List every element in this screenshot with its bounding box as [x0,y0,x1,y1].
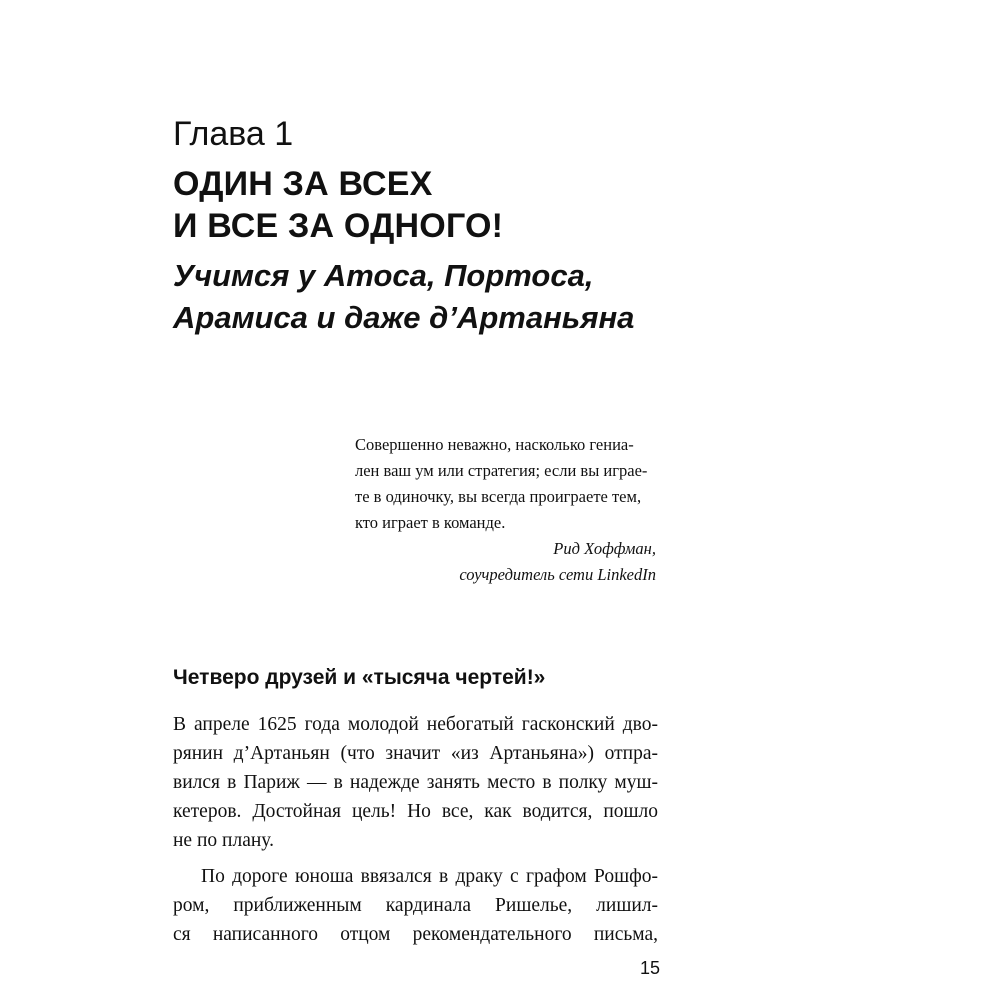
chapter-title-line: ОДИН ЗА ВСЕХ [173,165,433,203]
chapter-subtitle [173,255,634,339]
body-line: ся написанного отцом рекомендательного письма, [173,924,658,945]
epigraph-author-role: соучредитель сети LinkedIn [459,565,656,584]
chapter-label: Глава 1 [173,115,294,153]
chapter-subtitle-line: Учимся у Атоса, Портоса, [173,258,594,293]
chapter-title-line: И ВСЕ ЗА ОДНОГО! [173,207,504,245]
body-line: рянин д’Артаньян (что значит «из Артаньяна») отпра- [173,743,658,764]
epigraph-line: лен ваш ум или стратегия; если вы играе- [355,461,648,480]
epigraph-line: Совершенно неважно, насколько гениа- [355,435,634,454]
body-line: не по плану. [173,830,274,851]
body-line: ром, приближенным кардинала Ришелье, лишил- [173,895,658,916]
body-line: вился в Париж — в надежде занять место в полку муш- [173,772,658,793]
epigraph-line: те в одиночку, вы всегда проиграете тем, [355,487,642,506]
epigraph-quote [355,432,660,536]
section-heading: Четверо друзей и «тысяча чертей!» [173,666,546,689]
body-line: В апреле 1625 года молодой небогатый гасконский дво- [173,714,658,735]
epigraph-author-name: Рид Хоффман, [553,539,656,558]
body-line: По дороге юноша ввязался в драку с графом Рошфо- [201,866,658,887]
epigraph-line: кто играет в команде. [355,513,506,532]
chapter-title [173,163,503,247]
body-text [173,710,658,949]
paragraph-gap [173,855,658,862]
epigraph-author [355,536,656,588]
chapter-subtitle-line: Арамиса и даже д’Артаньяна [173,300,635,335]
page-number: 15 [639,958,660,978]
body-line: кетеров. Достойная цель! Но все, как водится, пошло [173,801,658,822]
